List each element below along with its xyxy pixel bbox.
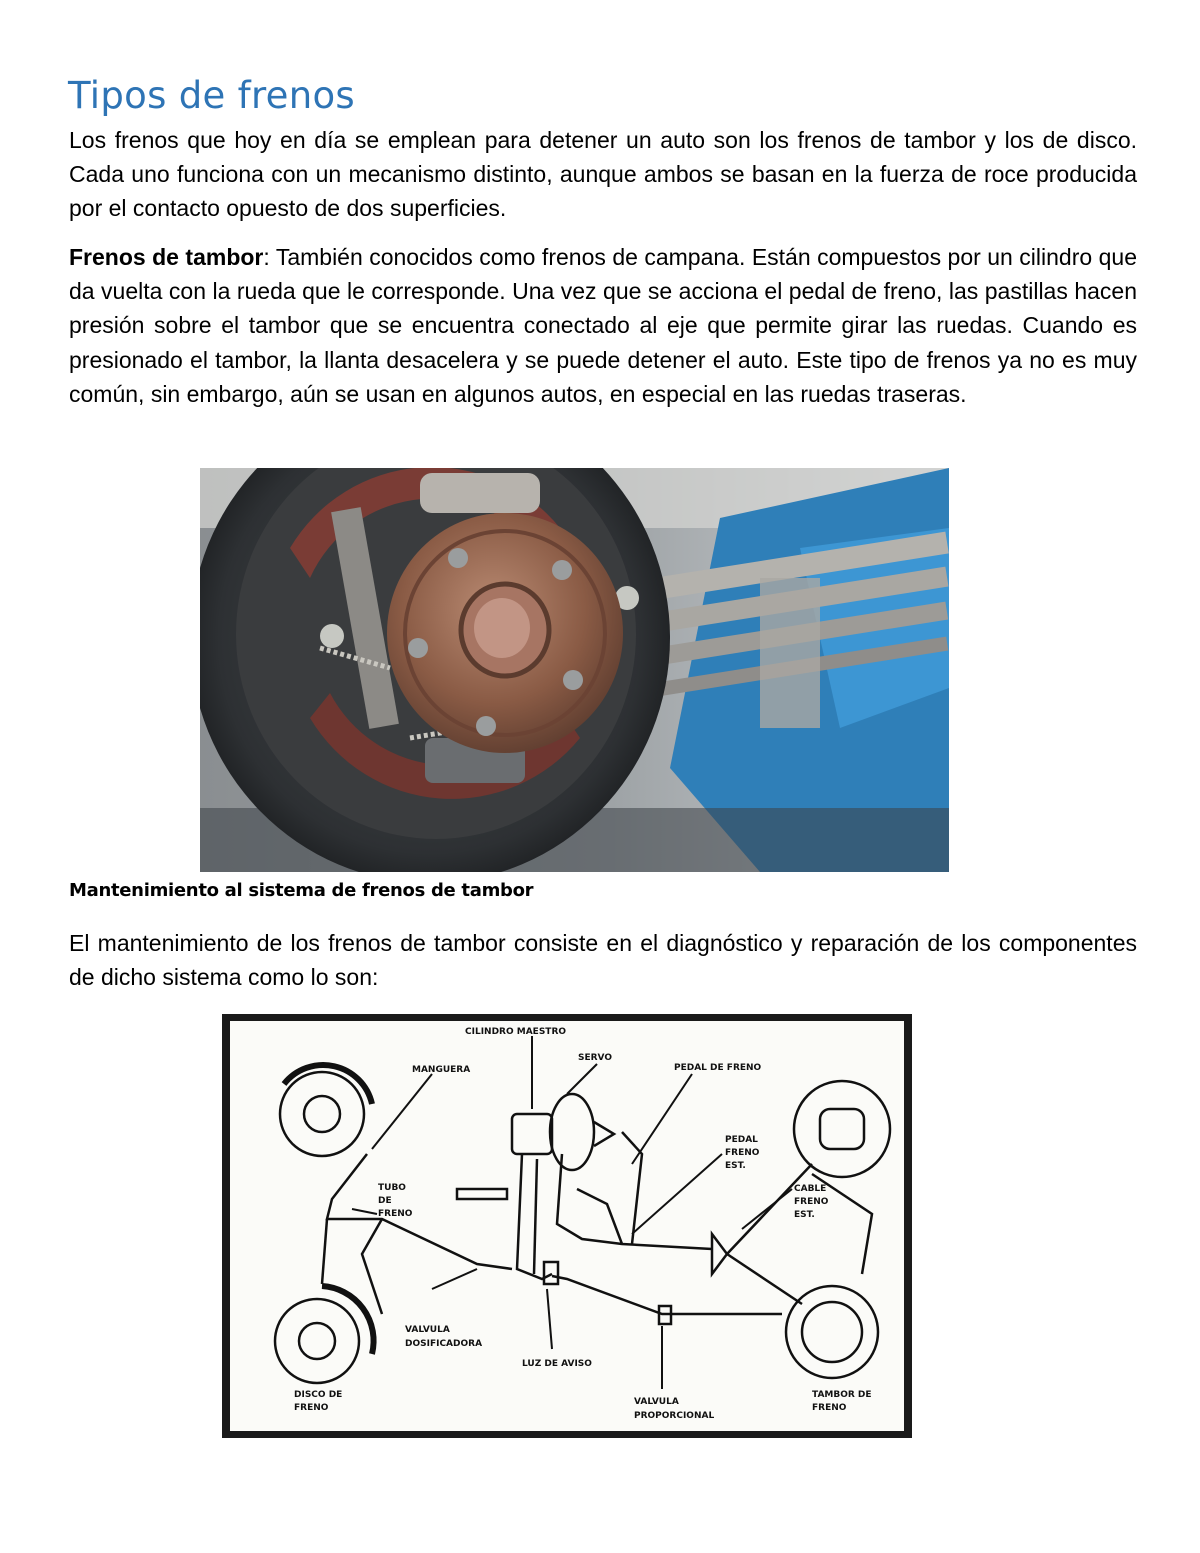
label-tambor-2: FRENO [812,1403,847,1413]
drum-brakes-text: : También conocidos como frenos de campana. Están compuestos por un cilindro que da vuelta con la rueda que le corresponde. Una vez que se acciona el pedal de freno, las pastillas hacen presión sobre el tambor que se encuentra conectado al eje que permite girar las ruedas. Cuando es presionado el tambor, la llanta desacelera y se puede detener el auto. Este tipo de frenos ya no es muy común, sin embargo, aún se usan en algunos autos, en especial en las ruedas traseras. [69,244,1137,407]
label-cable-2: FRENO [794,1197,829,1207]
label-cable-1: CABLE [794,1184,827,1194]
label-pedal-de-freno: PEDAL DE FRENO [674,1063,762,1073]
maintenance-heading: Mantenimiento al sistema de frenos de tambor [69,880,534,901]
label-cable-3: EST. [794,1210,815,1220]
label-pedal-freno-est-3: EST. [725,1161,746,1171]
label-disco-2: FRENO [294,1403,329,1413]
label-pedal-freno-est-2: FRENO [725,1148,760,1158]
label-disco-1: DISCO DE [294,1390,343,1400]
intro-paragraph: Los frenos que hoy en día se emplean para detener un auto son los frenos de tambor y los de disco. Cada uno funciona con un mecanismo distinto, aunque ambos se basan en la fuerza de roce producida por el contacto opuesto de dos superficies. [69,127,1137,222]
label-tubo-3: FRENO [378,1209,413,1219]
drum-brakes-paragraph [69,240,1137,411]
label-valvula-proporcional-1: VALVULA [634,1397,679,1407]
label-tambor-1: TAMBOR DE [812,1390,872,1400]
label-pedal-freno-est-1: PEDAL [725,1135,758,1145]
label-tubo-2: DE [378,1196,392,1206]
label-valvula-dosificadora-1: VALVULA [405,1325,450,1335]
drum-brake-photo [200,468,949,872]
label-valvula-dosificadora-2: DOSIFICADORA [405,1339,483,1349]
label-servo: SERVO [578,1053,613,1063]
label-tubo-1: TUBO [378,1183,406,1193]
drum-brakes-term: Frenos de tambor [69,244,264,270]
label-luz-de-aviso: LUZ DE AVISO [522,1359,592,1369]
maintenance-paragraph: El mantenimiento de los frenos de tambor consiste en el diagnóstico y reparación de los componentes de dicho sistema como lo son: [69,930,1137,991]
label-valvula-proporcional-2: PROPORCIONAL [634,1411,715,1421]
label-cilindro-maestro: CILINDRO MAESTRO [465,1027,567,1037]
brake-system-diagram [222,1014,912,1438]
label-manguera: MANGUERA [412,1065,471,1075]
page-title: Tipos de frenos [68,74,355,117]
